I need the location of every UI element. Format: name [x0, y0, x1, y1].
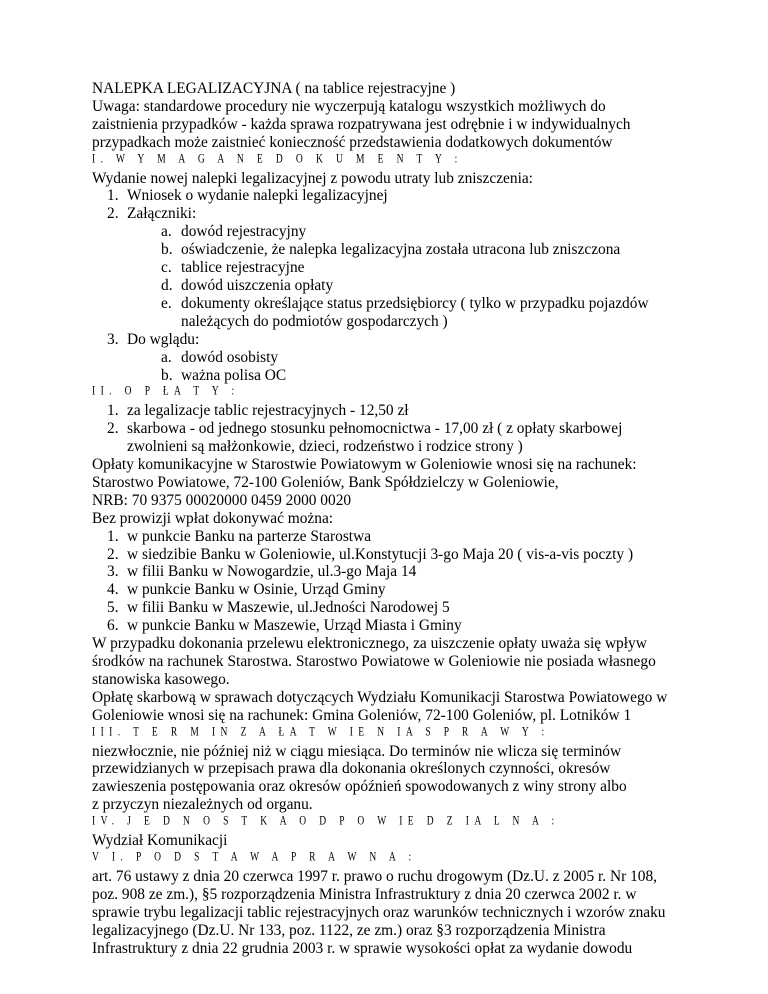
account-line: Starostwo Powiatowe, 72-100 Goleniów, Bank Spółdzielczy w Goleniowie,: [92, 473, 559, 491]
account-number: NRB: 70 9375 00020000 0459 2000 0020: [92, 491, 352, 509]
list-item: 5. w filii Banku w Maszewie, ul.Jedności Narodowej 5: [107, 599, 450, 617]
sub-list-item: a. dowód osobisty: [161, 348, 279, 366]
section-heading-responsible-unit: IV. J E D N O S T K A O D P O W IE D Z IA L N A :: [92, 815, 560, 829]
section-heading-fees: II. O P ŁA T Y :: [92, 385, 240, 399]
sub-list-item: e. dokumenty określające status przedsiębiorcy ( tylko w przypadku pojazdów należących do podmiotów gospodarczych ): [161, 294, 649, 330]
note-line: Uwaga: standardowe procedury nie wyczerpują katalogu wszystkich możliwych do: [92, 97, 606, 115]
payment-places-list: [92, 528, 718, 635]
transfer-line: W przypadku dokonania przelewu elektronicznego, za uiszczenie opłaty uważa się wpływ: [92, 635, 647, 653]
list-item: 1. Wniosek o wydanie nalepki legalizacyjnej: [107, 187, 388, 205]
transfer-line: stanowiska kasowego.: [92, 670, 230, 688]
sub-list-item: d. dowód uiszczenia opłaty: [161, 276, 334, 294]
list-item: 2. Załączniki:: [107, 205, 197, 223]
list-item: 3. Do wglądu:: [107, 330, 200, 348]
list-item: 3. w filii Banku w Nowogardzie, ul.3-go Maja 14: [107, 563, 417, 581]
sub-list-item: b. ważna polisa OC: [161, 366, 287, 384]
fees-list: [92, 402, 718, 456]
documents-list: [92, 187, 718, 384]
sub-list-item: b. oświadczenie, że nalepka legalizacyjna została utracona lub zniszczona: [161, 241, 621, 259]
sub-list-item: c. tablice rejestracyjne: [161, 259, 305, 277]
docs-intro: Wydanie nowej nalepki legalizacyjnej z powodu utraty lub zniszczenia:: [92, 169, 533, 187]
list-item: 1. w punkcie Banku na parterze Starostwa: [107, 527, 372, 545]
stamp-fee-line: Goleniowie wnosi się na rachunek: Gmina Goleniów, 72-100 Goleniów, pl. Lotników 1: [92, 706, 632, 724]
list-item: 2. w siedzibie Banku w Goleniowie, ul.Konstytucji 3-go Maja 20 ( vis-a-vis poczty ): [107, 545, 634, 563]
legal-basis-line: sprawie trybu legalizacji tablic rejestracyjnych oraz warunków technicznych i wzorów znaku: [92, 903, 666, 921]
note-line: zaistnienia przypadków - każda sprawa rozpatrywana jest odrębnie i w indywidualnych: [92, 115, 631, 133]
list-item: 6. w punkcie Banku w Maszewie, Urząd Miasta i Gminy: [107, 617, 462, 635]
list-item: 1. za legalizacje tablic rejestracyjnych - 12,50 zł: [107, 402, 409, 420]
section-heading-required-documents: I. W Y M A G A N E D O K U M E N T Y :: [92, 152, 463, 167]
note-line: przypadkach może zaistnieć konieczność przedstawienia dodatkowych dokumentów: [92, 133, 613, 151]
account-line: Opłaty komunikacyjne w Starostwie Powiatowym w Goleniowie wnosi się na rachunek:: [92, 456, 637, 474]
legal-basis-line: art. 76 ustawy z dnia 20 czerwca 1997 r. prawo o ruchu drogowym (Dz.U. z 2005 r. Nr 108,: [92, 867, 658, 885]
legal-basis-line: poz. 908 ze zm.), §5 rozporządzenia Ministra Infrastruktury z dnia 20 czerwca 2002 r. w: [92, 885, 637, 903]
account-line: Bez prowizji wpłat dokonywać można:: [92, 509, 334, 527]
deadline-line: z przyczyn niezależnych od organu.: [92, 796, 313, 814]
legal-basis-line: legalizacyjnego (Dz.U. Nr 133, poz. 1122, ze zm.) oraz §3 rozporządzenia Ministra: [92, 921, 606, 939]
deadline-line: przewidzianych w przepisach prawa dla dokonania określonych czynności, okresów: [92, 760, 611, 778]
responsible-unit: Wydział Komunikacji: [92, 832, 228, 850]
deadline-line: niezwłocznie, nie później niż w ciągu miesiąca. Do terminów nie wlicza się terminów: [92, 742, 622, 760]
stamp-fee-line: Opłatę skarbową w sprawach dotyczących Wydziału Komunikacji Starostwa Powiatowego w: [92, 688, 668, 706]
section-heading-legal-basis: V I. P O D S T A W A P R A W N A :: [92, 850, 417, 865]
legal-basis-line: Infrastruktury z dnia 22 grudnia 2003 r. w sprawie wysokości opłat za wydanie dowodu: [92, 939, 633, 957]
document-title: NALEPKA LEGALIZACYJNA ( na tablice rejestracyjne ): [92, 80, 456, 97]
transfer-line: środków na rachunek Starostwa. Starostwo Powiatowe w Goleniowie nie posiada własnego: [92, 653, 656, 670]
list-item: 4. w punkcie Banku w Osinie, Urząd Gminy: [107, 581, 386, 599]
deadline-line: zawieszenia postępowania oraz okresów opóźnień spowodowanych z winy strony albo: [92, 778, 627, 796]
list-item: 2. skarbowa - od jednego stosunku pełnomocnictwa - 17,00 zł ( z opłaty skarbowej zwolnieni są małżonkowie, dzieci, rodzeństwo i rodzice strony ): [107, 420, 623, 456]
section-heading-deadline: III. T E R M IN Z A ŁA T W IE N IA S P R A W Y :: [92, 725, 550, 740]
sub-list-item: a. dowód rejestracyjny: [161, 223, 307, 241]
